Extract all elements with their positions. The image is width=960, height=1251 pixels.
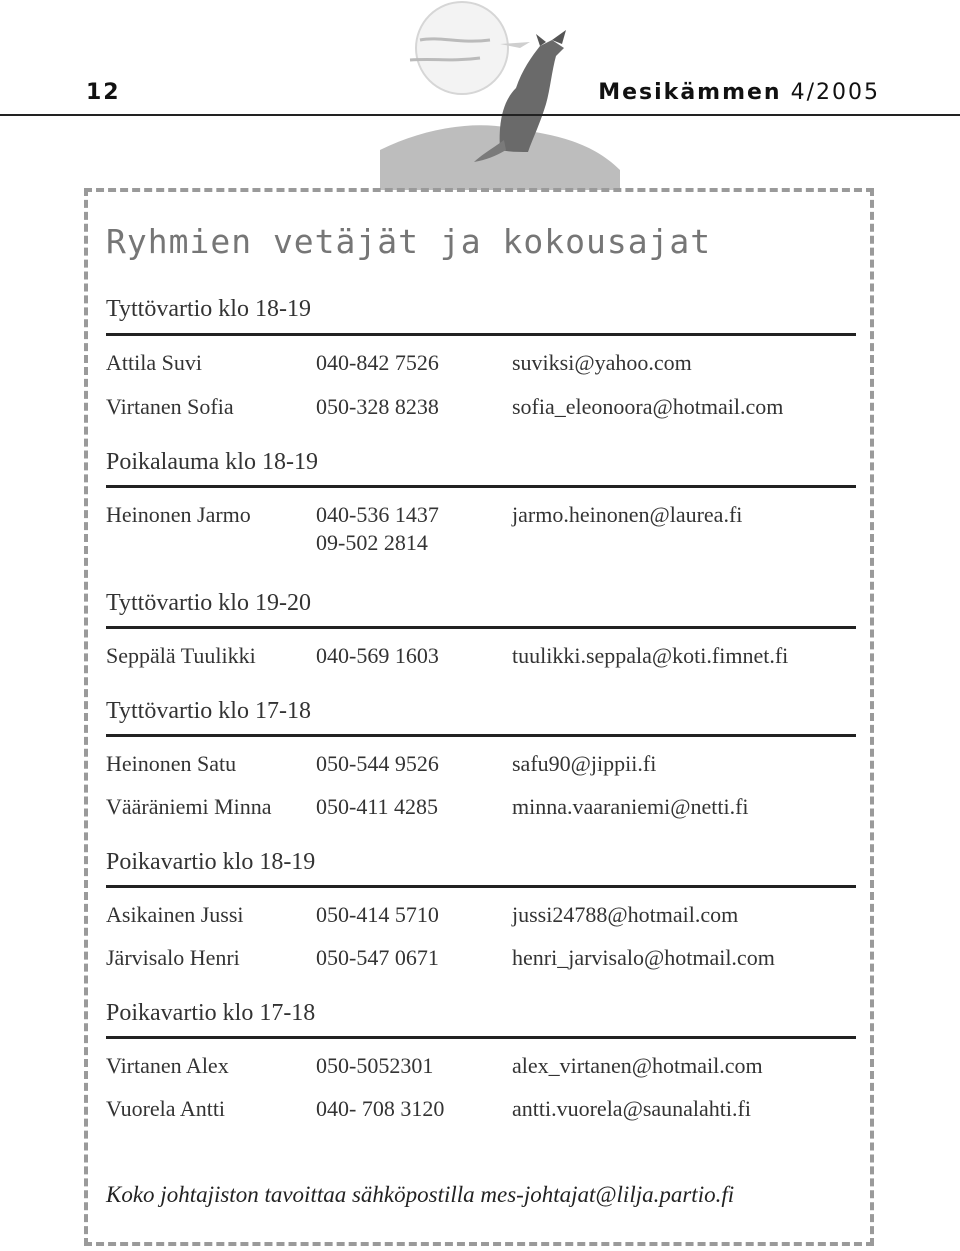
- member-phone: 050-547 0671: [316, 945, 439, 970]
- member-phone: 050-328 8238: [316, 394, 439, 419]
- member-row: [106, 794, 866, 824]
- member-name: Vuorela Antti: [106, 1096, 226, 1121]
- contact-all-note: Koko johtajiston tavoittaa sähköpostilla mes-johtajat@lilja.partio.fi: [106, 1182, 735, 1207]
- howling-wolf-icon: [380, 0, 620, 190]
- member-phone: 040-842 7526: [316, 350, 439, 375]
- member-phone: 040-569 1603: [316, 643, 439, 668]
- group-heading: Tyttövartio klo 18-19: [106, 296, 311, 322]
- member-name: Virtanen Alex: [106, 1053, 229, 1078]
- member-name: Heinonen Satu: [106, 751, 237, 776]
- member-row: [106, 751, 866, 781]
- group-divider: [106, 885, 856, 888]
- group-divider: [106, 333, 856, 336]
- group-heading: Poikavartio klo 18-19: [106, 849, 316, 875]
- group-heading: Tyttövartio klo 19-20: [106, 590, 311, 616]
- magazine-name: Mesikämmen: [598, 80, 782, 105]
- member-name: Asikainen Jussi: [106, 902, 244, 927]
- page-title: Ryhmien vetäjät ja kokousajat: [106, 222, 712, 261]
- member-email[interactable]: alex_virtanen@hotmail.com: [512, 1053, 763, 1078]
- member-phone: 040- 708 3120: [316, 1096, 445, 1121]
- issue-number: 4/2005: [790, 80, 880, 105]
- member-row: [106, 643, 866, 673]
- member-name: Virtanen Sofia: [106, 394, 234, 419]
- group-heading: Tyttövartio klo 17-18: [106, 698, 311, 724]
- member-phone: 040-536 1437: [316, 502, 439, 527]
- member-name: Attila Suvi: [106, 350, 202, 375]
- member-name: Järvisalo Henri: [106, 945, 240, 970]
- member-row: [106, 502, 866, 532]
- page-number: 12: [86, 80, 121, 105]
- member-phone: 050-5052301: [316, 1053, 434, 1078]
- group-heading: Poikavartio klo 17-18: [106, 1000, 316, 1026]
- group-divider: [106, 485, 856, 488]
- member-email[interactable]: safu90@jippii.fi: [512, 751, 657, 776]
- page-header: [0, 0, 960, 120]
- member-email[interactable]: jarmo.heinonen@laurea.fi: [512, 502, 743, 527]
- group-heading: Poikalauma klo 18-19: [106, 449, 318, 475]
- group-divider: [106, 734, 856, 737]
- member-email[interactable]: jussi24788@hotmail.com: [512, 902, 739, 927]
- member-name: Heinonen Jarmo: [106, 502, 251, 527]
- member-phone: 050-411 4285: [316, 794, 439, 819]
- member-row: [106, 1053, 866, 1083]
- member-phone-secondary: 09-502 2814: [316, 530, 428, 555]
- member-row: [106, 350, 866, 380]
- header-divider: [0, 114, 960, 116]
- member-email[interactable]: sofia_eleonoora@hotmail.com: [512, 394, 784, 419]
- group-divider: [106, 1036, 856, 1039]
- member-email[interactable]: suviksi@yahoo.com: [512, 350, 692, 375]
- member-email[interactable]: antti.vuorela@saunalahti.fi: [512, 1096, 751, 1121]
- magazine-issue: [598, 80, 880, 105]
- member-email[interactable]: minna.vaaraniemi@netti.fi: [512, 794, 749, 819]
- member-row: [106, 945, 866, 975]
- member-name: Seppälä Tuulikki: [106, 643, 256, 668]
- member-phone: 050-544 9526: [316, 751, 439, 776]
- member-phone: 050-414 5710: [316, 902, 439, 927]
- member-row: [106, 394, 866, 424]
- member-email[interactable]: henri_jarvisalo@hotmail.com: [512, 945, 775, 970]
- member-row: [106, 902, 866, 932]
- member-name: Vääräniemi Minna: [106, 794, 272, 819]
- group-divider: [106, 626, 856, 629]
- member-email[interactable]: tuulikki.seppala@koti.fimnet.fi: [512, 643, 789, 668]
- member-row: [106, 1096, 866, 1126]
